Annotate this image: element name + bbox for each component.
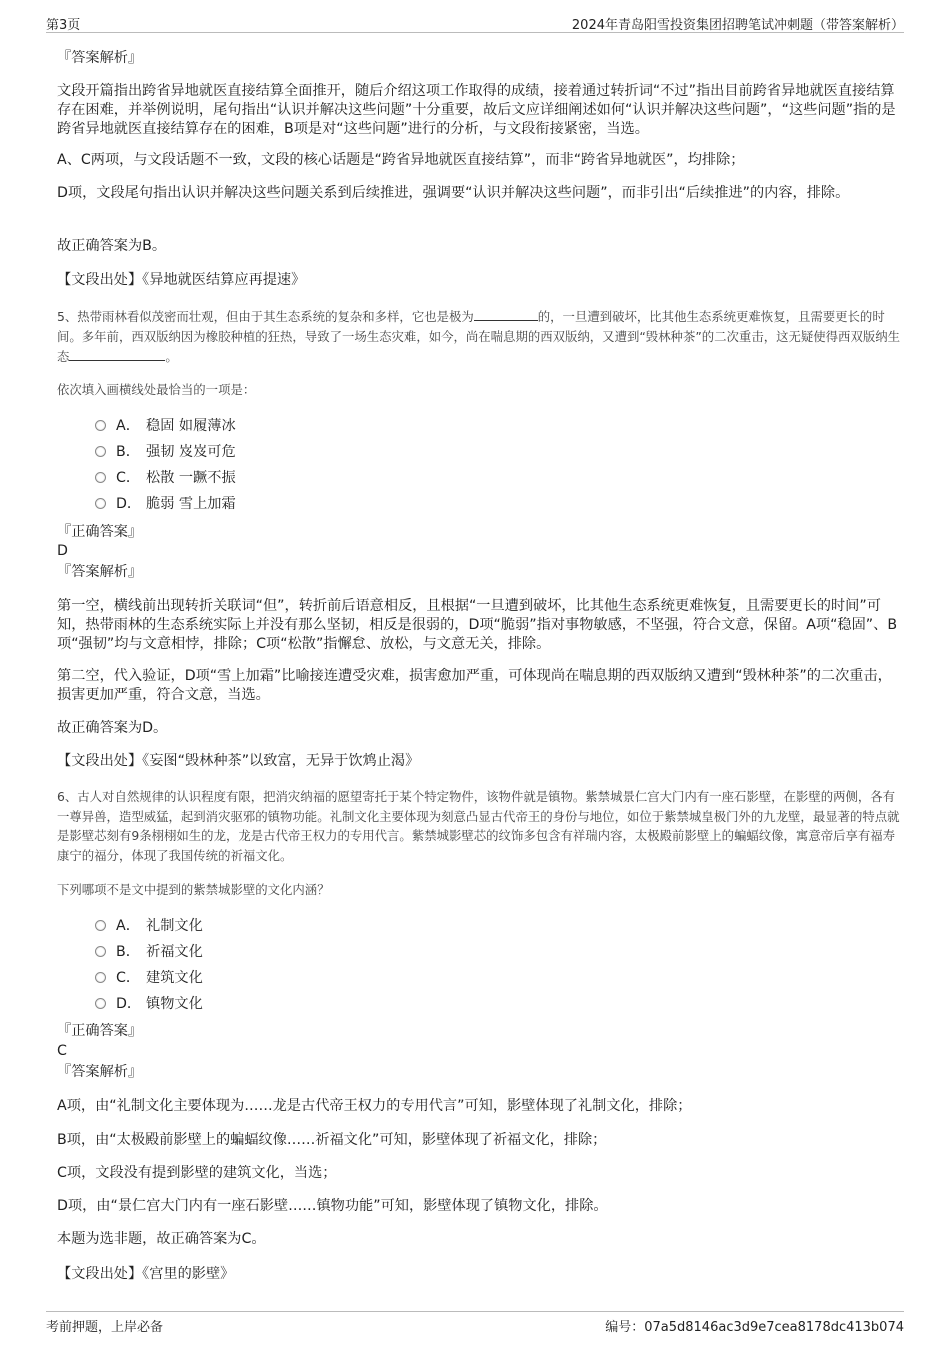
q5-option-d[interactable] xyxy=(95,494,236,514)
q6-analysis-label: 『答案解析』 xyxy=(57,1064,143,1080)
option-text: 强韧 岌岌可危 xyxy=(146,444,236,460)
q5-prompt: 依次填入画横线处最恰当的一项是： xyxy=(57,382,256,397)
q6-source: 【文段出处】《宫里的影壁》 xyxy=(57,1266,235,1282)
q5-stem-part-b: 的，一旦遭到破坏，比其他生态系统更难恢复，且需要更长的时间。多年前，西双版纳因为橡胶种植的狂热，导致了一场生态灾难，如今，尚在喘息期的西双版纳，又遭到“毁林种茶”的二次重击，这无疑使得西双版纳生态 xyxy=(57,309,901,364)
q6-analysis-p1: A项，由“礼制文化主要体现为……龙是古代帝王权力的专用代言”可知，影壁体现了礼制文化，排除； xyxy=(57,1098,692,1114)
q6-option-c[interactable] xyxy=(95,968,203,988)
q5-analysis-p2: 第二空，代入验证，D项“雪上加霜”比喻接连遭受灾难，损害愈加严重，可体现尚在喘息期的西双版纳又遭到“毁林种茶”的二次重击，损害更加严重，符合文意，当选。 xyxy=(57,668,892,703)
q6-analysis-p4: D项，由“景仁宫大门内有一座石影壁……镇物功能”可知，影壁体现了镇物文化，排除。 xyxy=(57,1198,608,1214)
option-key: C． xyxy=(116,970,141,986)
q6-stem: 6、古人对自然规律的认识程度有限，把消灾纳福的愿望寄托于某个特定物件，该物件就是镇物。紫禁城景仁宫大门内有一座石影壁，在影壁的两侧，各有一尊异兽，造型威猛，起到消灾驱邪的镇物功能。礼制文化主要体现为刻意凸显古代帝王的身份与地位，如位于紫禁城皇极门外的九龙壁，最显著的特点就是影壁芯刻有9条栩栩如生的龙，龙是古代帝王权力的专用代言。紫禁城影壁芯的纹饰多包含有祥瑞内容，太极殿前影壁上的蝙蝠纹像，寓意帝后享有福寿康宁的福分，体现了我国传统的祈福文化。 xyxy=(57,789,900,863)
q6-option-a[interactable] xyxy=(95,916,203,936)
footer-slogan: 考前押题，上岸必备 xyxy=(46,1320,164,1335)
q6-analysis-p3: C项，文段没有提到影壁的建筑文化，当选； xyxy=(57,1165,337,1181)
q5-option-a[interactable] xyxy=(95,416,236,436)
q5-source: 【文段出处】《妄图“毁林种茶”以致富，无异于饮鸩止渴》 xyxy=(57,753,420,769)
radio-icon[interactable] xyxy=(95,998,106,1009)
q5-analysis-label: 『答案解析』 xyxy=(57,564,143,580)
document-code: 编号：07a5d8146ac3d9e7cea8178dc413b074 xyxy=(605,1320,904,1335)
page-number: 第3页 xyxy=(46,18,81,33)
q6-option-d[interactable] xyxy=(95,994,203,1014)
option-text: 镇物文化 xyxy=(146,996,203,1012)
document-title: 2024年青岛阳雪投资集团招聘笔试冲刺题（带答案解析） xyxy=(571,18,904,33)
q5-correct-answer: D xyxy=(57,543,68,559)
q6-prompt: 下列哪项不是文中提到的紫禁城影壁的文化内涵？ xyxy=(57,882,330,897)
q6-analysis-answer: 本题为选非题，故正确答案为C。 xyxy=(57,1231,266,1247)
option-text: 建筑文化 xyxy=(146,970,203,986)
radio-icon[interactable] xyxy=(95,498,106,509)
option-text: 祈福文化 xyxy=(146,944,203,960)
q5-option-c[interactable] xyxy=(95,468,236,488)
option-text: 松散 一蹶不振 xyxy=(146,470,236,486)
option-key: D． xyxy=(116,996,142,1012)
option-text: 稳固 如履薄冰 xyxy=(146,418,236,434)
q4-analysis-p2: A、C两项，与文段话题不一致，文段的核心话题是“跨省异地就医直接结算”，而非“跨省异地就医”，均排除； xyxy=(57,152,745,168)
q4-analysis-answer: 故正确答案为B。 xyxy=(57,238,167,254)
page-header xyxy=(46,12,904,33)
q4-source: 【文段出处】《异地就医结算应再提速》 xyxy=(57,272,306,288)
q4-analysis-p3: D项，文段尾句指出认识并解决这些问题关系到后续推进，强调要“认识并解决这些问题”，而非引出“后续推进”的内容，排除。 xyxy=(57,185,850,201)
q6-correct-answer: C xyxy=(57,1043,67,1059)
q6-analysis-p2: B项，由“太极殿前影壁上的蝙蝠纹像……祈福文化”可知，影壁体现了祈福文化，排除； xyxy=(57,1132,607,1148)
option-key: B． xyxy=(116,444,140,460)
q5-option-b[interactable] xyxy=(95,442,236,462)
page-footer xyxy=(46,1311,904,1334)
blank-1 xyxy=(474,306,538,321)
radio-icon[interactable] xyxy=(95,420,106,431)
radio-icon[interactable] xyxy=(95,920,106,931)
option-text: 脆弱 雪上加霜 xyxy=(146,496,236,512)
q5-stem xyxy=(57,306,900,367)
option-key: A． xyxy=(116,418,140,434)
blank-2 xyxy=(69,346,165,361)
radio-icon[interactable] xyxy=(95,972,106,983)
option-key: B． xyxy=(116,944,140,960)
option-text: 礼制文化 xyxy=(146,918,203,934)
q6-option-b[interactable] xyxy=(95,942,203,962)
q5-correct-label: 『正确答案』 xyxy=(57,524,143,540)
q5-stem-part-a: 5、热带雨林看似茂密而壮观，但由于其生态系统的复杂和多样，它也是极为 xyxy=(57,309,474,324)
option-key: C． xyxy=(116,470,141,486)
radio-icon[interactable] xyxy=(95,472,106,483)
q4-analysis-p1: 文段开篇指出跨省异地就医直接结算全面推开，随后介绍这项工作取得的成绩，接着通过转折词“不过”指出目前跨省异地就医直接结算存在困难，并举例说明，尾句指出“认识并解决这些问题”十分重要，故后文应详细阐述如何“认识并解决这些问题”，“这些问题”指的是跨省异地就医直接结算存在的困难，B项是对“这些问题”进行的分析，与文段衔接紧密，当选。 xyxy=(57,83,896,137)
q5-analysis-p1: 第一空，横线前出现转折关联词“但”，转折前后语意相反，且根据“一旦遭到破坏，比其他生态系统更难恢复，且需要更长的时间”可知，热带雨林的生态系统实际上并没有那么坚韧，相反是很弱的，D项“脆弱”指对事物敏感，不坚强，符合文意，保留。A项“稳固”、B项“强韧”均与文意相悖，排除；C项“松散”指懈怠、放松，与文意无关，排除。 xyxy=(57,598,898,652)
radio-icon[interactable] xyxy=(95,446,106,457)
option-key: D． xyxy=(116,496,142,512)
q4-analysis-label: 『答案解析』 xyxy=(57,50,143,66)
radio-icon[interactable] xyxy=(95,946,106,957)
q5-stem-part-c: 。 xyxy=(165,349,178,364)
q5-analysis-answer: 故正确答案为D。 xyxy=(57,720,168,736)
option-key: A． xyxy=(116,918,140,934)
q6-correct-label: 『正确答案』 xyxy=(57,1023,143,1039)
